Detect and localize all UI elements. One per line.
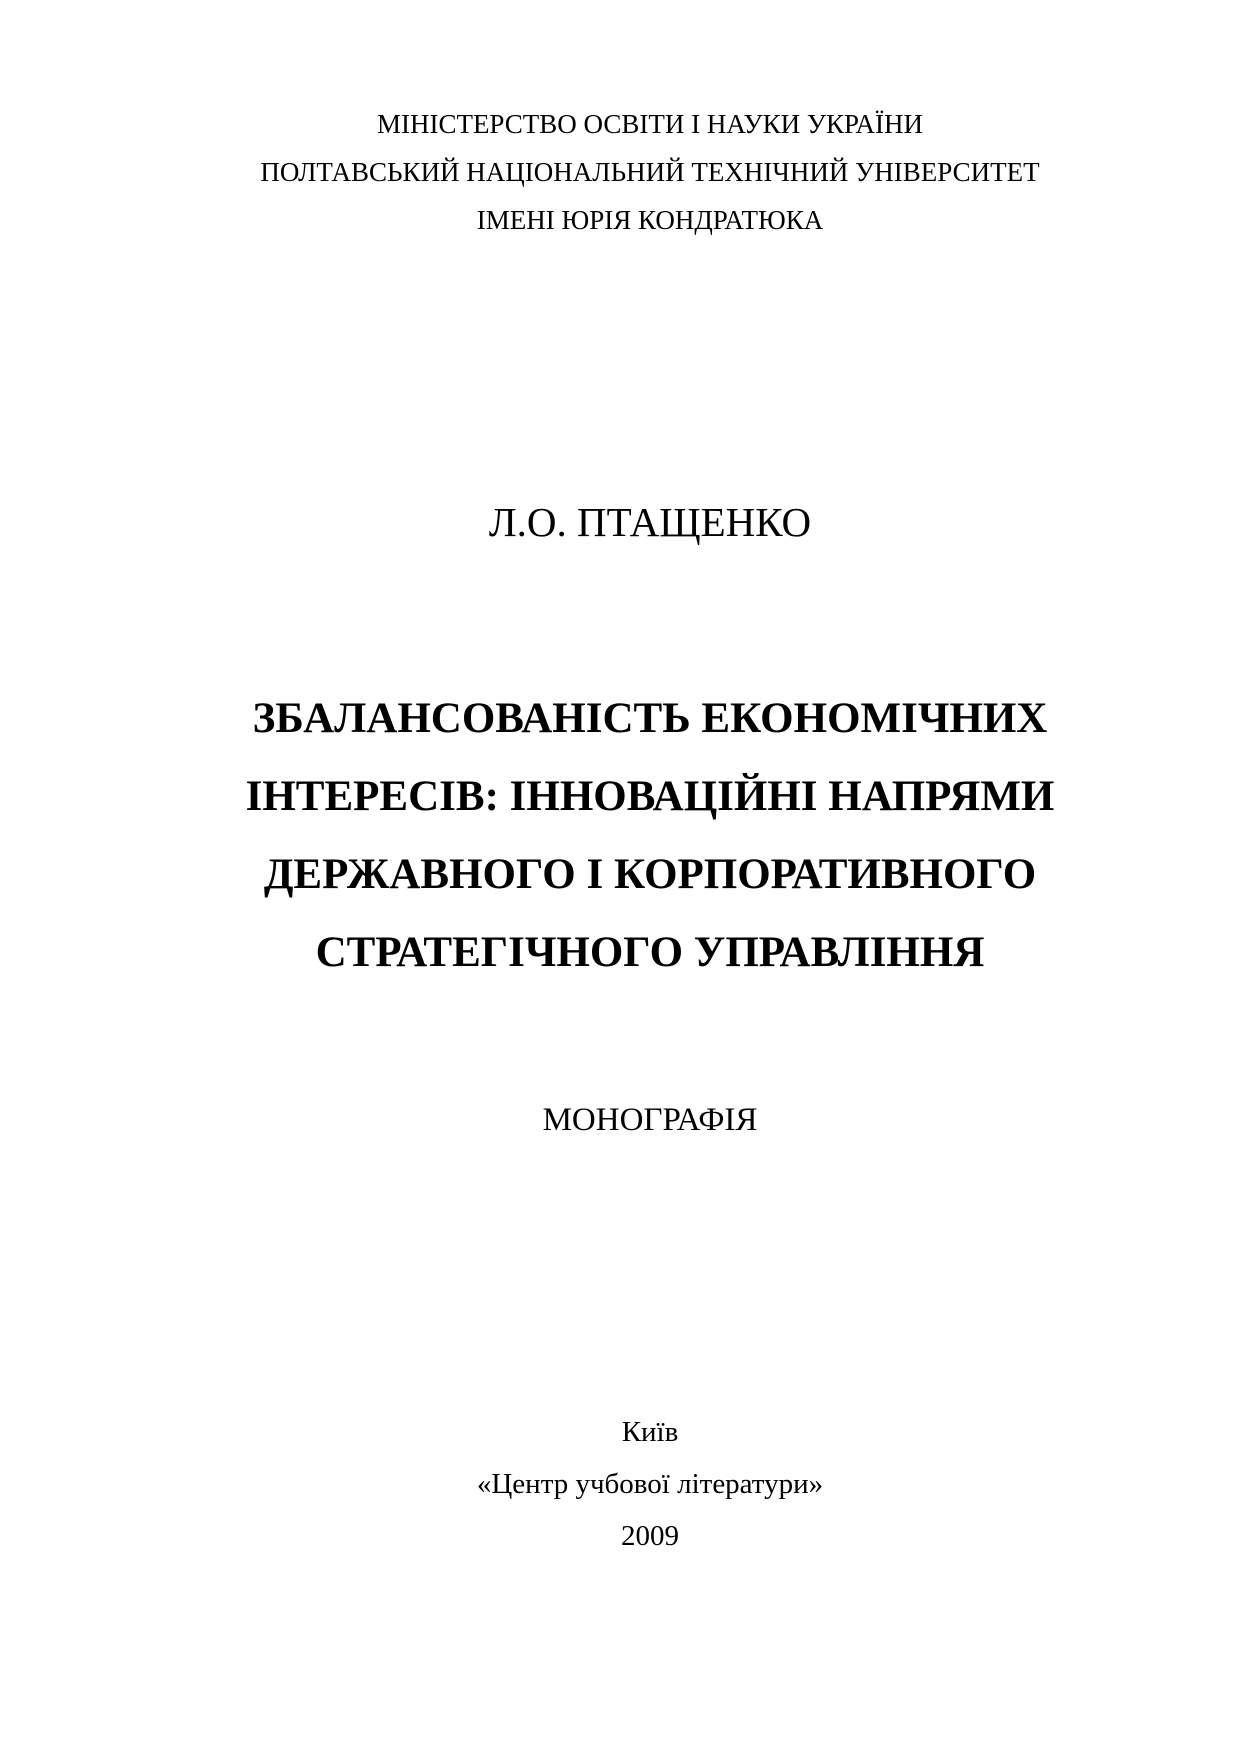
imprint — [172, 1406, 1128, 1562]
institution-header — [172, 100, 1128, 244]
book-title-line-1: ЗБАЛАНСОВАНІСТЬ ЕКОНОМІЧНИХ — [252, 695, 1048, 742]
author-name-text: Л.О. ПТАЩЕНКО — [488, 499, 812, 545]
imprint-city: Київ — [621, 1416, 679, 1448]
book-title — [172, 680, 1128, 992]
university-name-line: ІМЕНІ ЮРІЯ КОНДРАТЮКА — [476, 205, 824, 235]
imprint-year: 2009 — [621, 1520, 679, 1552]
book-title-line-2: ІНТЕРЕСІВ: ІННОВАЦІЙНІ НАПРЯМИ — [245, 773, 1055, 820]
imprint-publisher: «Центр учбової літератури» — [476, 1468, 824, 1500]
ministry-line: МІНІСТЕРСТВО ОСВІТИ І НАУКИ УКРАЇНИ — [376, 109, 924, 139]
university-line: ПОЛТАВСЬКИЙ НАЦІОНАЛЬНИЙ ТЕХНІЧНИЙ УНІВЕРСИТЕТ — [260, 157, 1040, 187]
publication-type-text: МОНОГРАФІЯ — [542, 1102, 758, 1138]
book-title-line-4: СТРАТЕГІЧНОГО УПРАВЛІННЯ — [315, 929, 985, 976]
book-title-line-3: ДЕРЖАВНОГО І КОРПОРАТИВНОГО — [263, 851, 1037, 898]
publication-type — [172, 1098, 1128, 1142]
author-name — [172, 496, 1128, 548]
